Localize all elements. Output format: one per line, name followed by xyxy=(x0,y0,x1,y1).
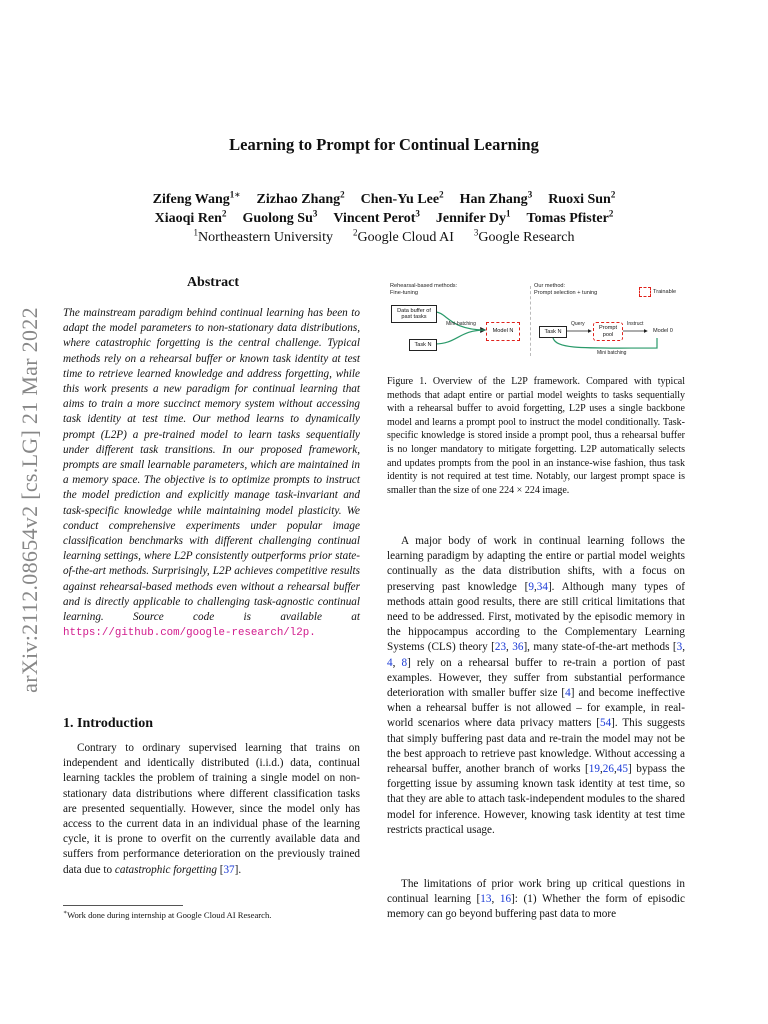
citation-link[interactable]: 45 xyxy=(616,763,628,776)
text-run: ] bypass the forgetting issue by assuming known task identity at test time, so that they are able to attach task-independent modules to the shared model for inference. However, knowing task identity at test time restricts practical usage. xyxy=(387,763,685,836)
author-name: Zizhao Zhang$^2$ xyxy=(256,189,345,207)
paper-title: Learning to Prompt for Continual Learning xyxy=(229,135,539,154)
text-run: , xyxy=(506,641,513,654)
arxiv-id: arXiv:2112.08654v2 [cs.LG] 21 Mar 2022 xyxy=(17,307,42,693)
citation-link[interactable]: 4 xyxy=(565,687,571,700)
footnote-rule xyxy=(63,905,183,906)
citation-link[interactable]: 8 xyxy=(401,656,408,669)
right-paragraph-2 xyxy=(387,877,685,923)
author-name: Han Zhang$^3$ xyxy=(459,189,533,207)
figure-divider xyxy=(530,286,531,356)
citation-link[interactable]: 37 xyxy=(223,863,235,876)
fig-task-n-left: Task N xyxy=(409,339,437,351)
fig-task-n-right: Task N xyxy=(539,326,567,338)
fig-model-n: Model N xyxy=(486,322,520,341)
figure-1 xyxy=(387,282,685,362)
citation-link[interactable]: 54 xyxy=(599,717,612,730)
author-name: Zifeng Wang$^{1∗}$ xyxy=(152,189,241,207)
fig-legend-swatch xyxy=(639,287,651,297)
citation-link[interactable]: 19 xyxy=(588,763,600,776)
intro-paragraph-1 xyxy=(63,741,360,878)
citation-link[interactable]: 9 xyxy=(528,580,534,593)
text-run: ]. xyxy=(234,863,242,876)
fig-prompt-pool: Prompt pool xyxy=(593,322,623,341)
text-run: catastrophic forgetting xyxy=(114,863,217,876)
affiliation: $^3$Google Research xyxy=(473,227,575,245)
fig-data-buffer: Data buffer of past tasks xyxy=(391,305,437,323)
abstract-text: The mainstream paradigm behind continual learning has been to adapt the model parameters to non-stationary data distributions, where catastrophic forgetting is the central challenge. Typical methods rely on a rehearsal buffer or known task identity at test time to retrieve learned knowledge and address forgetting, while this work presents a new paradigm for continual learning that aims to train a more succinct memory system without accessing task identity at test time. Our method learns to dynamically prompt (L2P) a pre-trained model to learn tasks sequentially under different task transitions. In our proposed framework, prompts are small learnable parameters, which are maintained in a memory space. The objective is to optimize prompts to instruct the model prediction and explicitly manage task-invariant and task-specific knowledge while maintaining model plasticity. We conduct comprehensive experiments under popular image classification benchmarks with different challenging continual learning settings, where L2P consistently outperforms prior state-of-the-art methods. Surprisingly, L2P achieves competitive results against rehearsal-based methods even without a rehearsal buffer and is directly applicable to challenging task-agnostic continual learning. Source code is available at xyxy=(63,307,360,624)
citation-link[interactable]: 3 xyxy=(676,641,683,654)
text-run: A major body of work in continual learning follows the learning paradigm by adapting the entire or partial model weights continually as the data distribution shifts, with a focus on preserving past knowledge [ xyxy=(387,535,685,593)
text-run: ]. This suggests that simply buffering past data and re-train the model may not be the best approach to retrieve past knowledge. Without accessing a rehearsal buffer, another branch of works [ xyxy=(387,717,685,776)
citation-link[interactable]: 16 xyxy=(499,893,512,906)
abstract-heading: Abstract xyxy=(186,275,240,290)
fig-left-header: Rehearsal-based methods: Fine-tuning xyxy=(390,283,458,296)
author-name: Vincent Perot$^3$ xyxy=(333,208,420,226)
text-run: ]. Although many types of methods attain good results, there are still critical limitations that need to be addressed. First, motivated by the episodic memory in the hippocampus according to the Complementary Learning Systems (CLS) theory [ xyxy=(387,580,685,654)
text-run: ] and become ineffective when a rehearsal buffer is not allowed – for example, in real-world scenarios where data privacy matters [ xyxy=(387,687,685,730)
citation-link[interactable]: 36 xyxy=(512,641,524,654)
text-run: The limitations of prior work bring up critical questions in continual learning [ xyxy=(387,878,685,906)
text-run: [ xyxy=(216,863,224,876)
affiliation: $^2$Google Cloud AI xyxy=(352,227,454,245)
citation-link[interactable]: 26 xyxy=(602,763,614,776)
footnote: ∗Work done during internship at Google Cloud AI Research. xyxy=(63,909,272,920)
author-name: Tomas Pfister$^2$ xyxy=(526,208,614,226)
text-run: , xyxy=(682,641,685,654)
fig-model-0: Model 0 xyxy=(653,328,673,334)
text-run: ]: (1) Whether the form of episodic memory can go beyond buffering past data to more xyxy=(387,893,685,921)
author-name: Xiaoqi Ren$^2$ xyxy=(154,208,227,226)
citation-link[interactable]: 4 xyxy=(387,656,393,669)
text-run: Contrary to ordinary supervised learning that trains on independent and identically distributed (i.i.d.) data, continual learning tackles the problem of training a single model on non-stationary data distributions where different classification tasks are presented sequentially. However, since the model only has access to the current data in an individual phase of the learning cycle, it is prone to overfit on the currently available data and suffers from performance deterioration on the previously trained data due to xyxy=(63,742,360,876)
text-run: , xyxy=(392,656,402,669)
right-paragraph-1 xyxy=(387,534,685,838)
citation-link[interactable]: 23 xyxy=(494,641,507,654)
text-run: , xyxy=(533,580,537,593)
fig-query-label: Query xyxy=(571,321,585,327)
author-name: Jennifer Dy$^1$ xyxy=(435,208,511,226)
intro-heading: 1. Introduction xyxy=(63,716,153,731)
abstract-body xyxy=(63,306,360,641)
fig-right-header: Our method: Prompt selection + tuning xyxy=(534,283,598,296)
fig-instruct-label: Instruct xyxy=(627,321,644,327)
text-run: ] rely on a rehearsal buffer to re-train a portion of past examples. However, they suffer from substantial performance deterioration with smaller buffer size [ xyxy=(387,656,686,700)
text-run: , xyxy=(491,893,500,906)
citation-link[interactable]: 34 xyxy=(536,580,548,593)
author-name: Chen-Yu Lee$^2$ xyxy=(360,189,444,207)
text-run: , xyxy=(613,763,617,776)
affiliations xyxy=(0,222,768,248)
author-name: Ruoxi Sun$^2$ xyxy=(548,189,616,207)
citation-link[interactable]: 13 xyxy=(480,893,492,906)
text-run: , xyxy=(599,763,603,776)
text-run: ], many state-of-the-art methods [ xyxy=(523,641,677,654)
fig-mini-batching: Mini-batching xyxy=(446,321,476,327)
affiliation: $^1$Northeastern University xyxy=(193,227,333,245)
fig-legend-label: Trainable xyxy=(653,289,677,295)
figure-caption: Figure 1. Overview of the L2P framework. Compared with typical methods that adapt entire or partial model weights to tasks sequentially with a rehearsal buffer to avoid forgetting, L2P uses a single backbone model and learns a prompt pool to instruct the model conditionally. Task-specific knowledge is stored inside a prompt pool, thus a rehearsal buffer is no longer mandatory to mitigate forgetting. L2P automatically selects and updates prompts from the pool in an instance-wise fashion, thus task identity is not required at test time. Notably, our largest prompt space is smaller than the size of one 224 × 224 image. xyxy=(387,376,685,496)
fig-mini-batching-right: Mini batching xyxy=(597,350,627,356)
author-name: Guolong Su$^3$ xyxy=(242,208,318,226)
arxiv-sidebar xyxy=(8,270,52,730)
abstract-source-link[interactable]: https://github.com/google-research/l2p. xyxy=(63,627,316,640)
